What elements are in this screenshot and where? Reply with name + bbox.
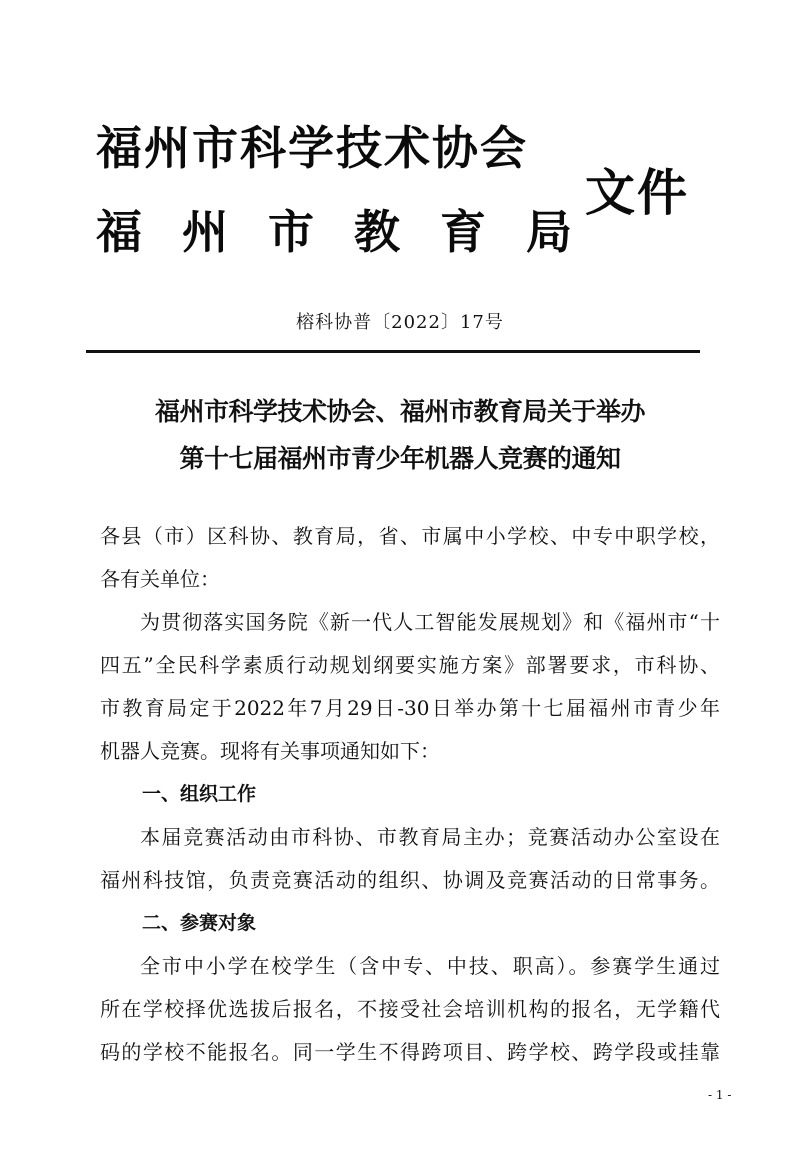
paragraph-line: 全市中小学在校学生（含中专、中技、职高）。参赛学生通过 [140,954,720,978]
section-heading: 一、组织工作 [142,783,257,805]
issuing-org-line-1: 福州市科学技术协会 [96,121,528,175]
notice-title-line-1: 福州市科学技术协会、福州市教育局关于举办 [154,397,645,426]
header-divider [86,350,700,353]
page-number: - 1 - [708,1088,732,1102]
issuing-org-line-2: 福州市教育局 [96,205,612,259]
document-type-label: 文件 [585,163,689,222]
paragraph-line: 四五”全民科学素质行动规划纲要实施方案》部署要求，市科协、 [100,653,720,677]
document-number: 榕科协普〔2022〕17号 [296,312,504,333]
section-heading: 二、参赛对象 [142,912,257,934]
paragraph-line: 为贯彻落实国务院《新一代人工智能发展规划》和《福州市“十 [140,610,720,634]
addressee-line: 各有关单位： [100,567,220,591]
paragraph-line: 机器人竞赛。现将有关事项通知如下： [100,739,440,763]
paragraph-line: 市教育局定于2022年7月29日-30日举办第十七届福州市青少年 [100,696,720,720]
paragraph-line: 所在学校择优选拔后报名，不接受社会培训机构的报名，无学籍代 [100,997,720,1021]
paragraph-line: 码的学校不能报名。同一学生不得跨项目、跨学校、跨学段或挂靠 [100,1040,720,1064]
addressee-line: 各县（市）区科协、教育局，省、市属中小学校、中专中职学校， [100,524,720,548]
paragraph-line: 福州科技馆，负责竞赛活动的组织、协调及竞赛活动的日常事务。 [100,868,720,892]
paragraph-line: 本届竞赛活动由市科协、市教育局主办；竞赛活动办公室设在 [140,825,720,849]
notice-title-line-2: 第十七届福州市青少年机器人竞赛的通知 [179,444,621,473]
